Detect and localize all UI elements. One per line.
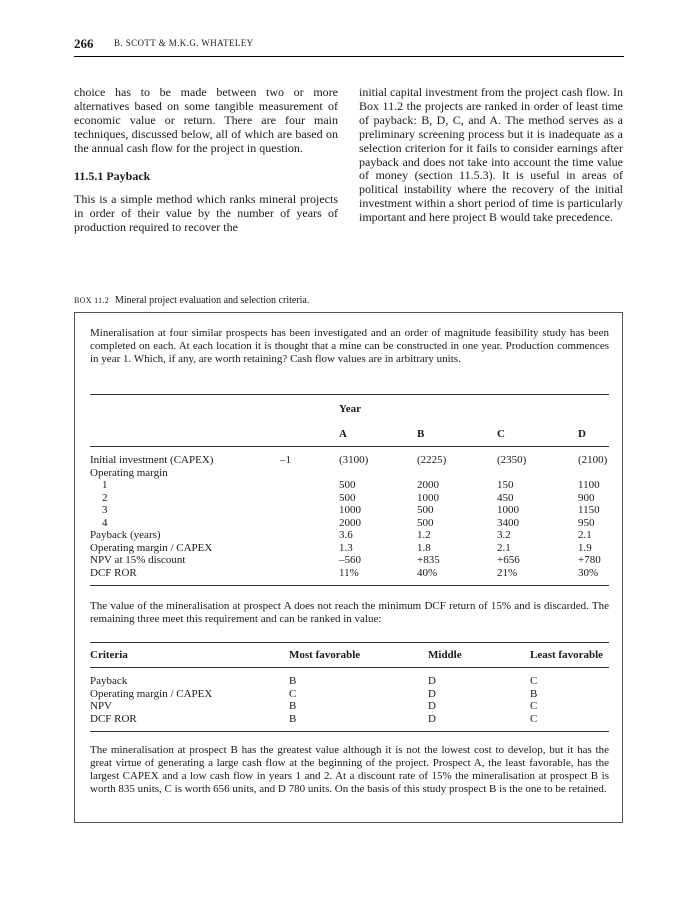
table1-cell: 1.8: [417, 541, 431, 554]
table1-cell: 40%: [417, 566, 438, 579]
table1-row-label: 3: [102, 504, 108, 516]
left-column: [74, 86, 338, 235]
table1-col-header: B: [417, 428, 425, 440]
table1-cell: (2100): [578, 454, 608, 466]
table2-header-rule: [90, 667, 609, 668]
table1-cell: (3100): [339, 454, 369, 466]
right-paragraph: initial capital investment from the project cash flow. In Box 11.2 the projects are ranked in order of least time of payback: B, D, C, and A. The method serves as a preliminary screening process but it is inadequate as a selection criterion for it fails to consider earnings after payback and does not take into account the time value of money (section 11.5.3). It is useful in areas of political instability where the recovery of the initial investment within a short period of time is particularly important and here project B would take precedence.: [359, 85, 623, 225]
table2-criteria-cell: NPV: [90, 700, 113, 712]
table1-row-label: DCF ROR: [90, 566, 137, 579]
table1-cell: 1150: [578, 504, 600, 516]
table1-cell: 2000: [339, 516, 361, 529]
table1-col-header: A: [339, 428, 347, 440]
table1-cell: (2350): [497, 454, 527, 466]
box-caption: [74, 295, 309, 306]
table1-col-header: C: [497, 428, 505, 440]
table2-cell: B: [289, 700, 297, 712]
table1-cell: 2.1: [497, 541, 511, 554]
box-intro: Mineralisation at four similar prospects has been investigated and an order of magnitude feasibility study has been completed on each. At each location it is thought that a mine can be constructed in one year. Production commences in year 1. Which, if any, are worth retaining? Cash flow values are in arbitrary units.: [90, 327, 609, 365]
table1-cell: 1.3: [339, 541, 353, 554]
box-caption-text: Mineral project evaluation and selection criteria.: [115, 295, 310, 306]
left-paragraph-1: choice has to be made between two or more alternatives based on some tangible measurement of economic value or return. There are four main techniques, discussed below, all of which are based on the annual cash flow for the project in question.: [74, 85, 338, 155]
table1-cell: 500: [339, 479, 356, 491]
table2-cell: D: [428, 687, 436, 700]
table2-cell: D: [428, 712, 436, 725]
table1-cell: +780: [578, 554, 601, 566]
table1-cell: 2000: [417, 479, 439, 491]
table2-header: Middle: [428, 649, 462, 661]
left-paragraph-2: This is a simple method which ranks mineral projects in order of their value by the number of years of production required to recover the: [74, 192, 338, 235]
table2-cell: C: [530, 675, 538, 687]
table1-cell: 3400: [497, 516, 519, 529]
table2-cell: C: [530, 700, 538, 712]
running-head: B. SCOTT & M.K.G. WHATELEY: [114, 38, 254, 48]
table1-row-label: Initial investment (CAPEX): [90, 454, 214, 466]
table1-header-rule: [90, 446, 609, 447]
table2-cell: B: [289, 712, 297, 725]
box-conclusion: The mineralisation at prospect B has the greatest value although it is not the lowest cost to develop, but it has the great virtue of generating a large cash flow at the beginning of the project. Prospect A, the least favorable, has the largest CAPEX and a low cash flow in years 1 and 2. At a discount rate of 15% the mineralisation at prospect B is worth 835 units, C is worth 656 units, and D 780 units. On the basis of this study prospect B is the one to be retained.: [90, 744, 609, 795]
table2-cell: B: [289, 675, 297, 687]
table1-cell: 900: [578, 491, 595, 504]
table1-top-rule: [90, 394, 609, 395]
table2-cell: D: [428, 700, 436, 712]
table2-top-rule: [90, 642, 609, 643]
table1-row-label: Payback (years): [90, 529, 161, 541]
table1-row-label: Operating margin: [90, 466, 168, 479]
table1-cell: 11%: [339, 566, 359, 579]
table1-row-label: 2: [102, 491, 108, 504]
table1-cell: 500: [339, 491, 356, 504]
table2-cell: D: [428, 675, 436, 687]
table1-cell: (2225): [417, 454, 447, 466]
table1-cell: 3.6: [339, 529, 353, 541]
table1-cell: 450: [497, 491, 514, 504]
table1-cell: 1.9: [578, 541, 592, 554]
table1-year-cell: –1: [280, 454, 291, 466]
table1-cell: 1000: [417, 491, 439, 504]
table1-year-header: Year: [339, 403, 361, 415]
table1-row-label: Operating margin / CAPEX: [90, 541, 213, 554]
table2-cell: C: [289, 687, 297, 700]
table2-criteria-cell: Payback: [90, 675, 128, 687]
table1-cell: 950: [578, 516, 595, 529]
table1-cell: +656: [497, 554, 520, 566]
table1-cell: 30%: [578, 566, 599, 579]
table2-cell: B: [530, 687, 538, 700]
table1-cell: 1000: [497, 504, 519, 516]
table1-col-header: D: [578, 428, 586, 440]
page-header: [74, 36, 624, 57]
table1-cell: 1100: [578, 479, 600, 491]
table2-criteria-cell: Operating margin / CAPEX: [90, 687, 213, 700]
right-column: [359, 86, 623, 225]
table2-cell: C: [530, 712, 538, 725]
table1-cell: 3.2: [497, 529, 511, 541]
table1-row-label: 4: [102, 516, 108, 529]
table1-cell: 150: [497, 479, 514, 491]
table1-cell: 1.2: [417, 529, 431, 541]
table1-cell: –560: [339, 554, 361, 566]
section-heading: 11.5.1 Payback: [74, 168, 151, 183]
page-number: 266: [74, 36, 94, 51]
table2-header: Most favorable: [289, 649, 361, 661]
table1-cell: 1000: [339, 504, 361, 516]
box-11-2: [74, 312, 623, 823]
box-middle-text: The value of the mineralisation at prospect A does not reach the minimum DCF return of 15% and is discarded. The remaining three meet this requirement and can be ranked in value:: [90, 600, 609, 625]
table1-bottom-rule: [90, 585, 609, 586]
table2-criteria-cell: DCF ROR: [90, 712, 137, 725]
table1-row-label: NPV at 15% discount: [90, 554, 186, 566]
table1-cell: 500: [417, 504, 434, 516]
table1-cell: +835: [417, 554, 440, 566]
box-label: BOX 11.2: [74, 296, 109, 305]
table2-bottom-rule: [90, 731, 609, 732]
table1-cell: 500: [417, 516, 434, 529]
table2-header: Least favorable: [530, 649, 604, 661]
table1-cell: 2.1: [578, 529, 592, 541]
table1-row-label: 1: [102, 479, 108, 491]
table1-cell: 21%: [497, 566, 518, 579]
table2-header: Criteria: [90, 649, 128, 661]
